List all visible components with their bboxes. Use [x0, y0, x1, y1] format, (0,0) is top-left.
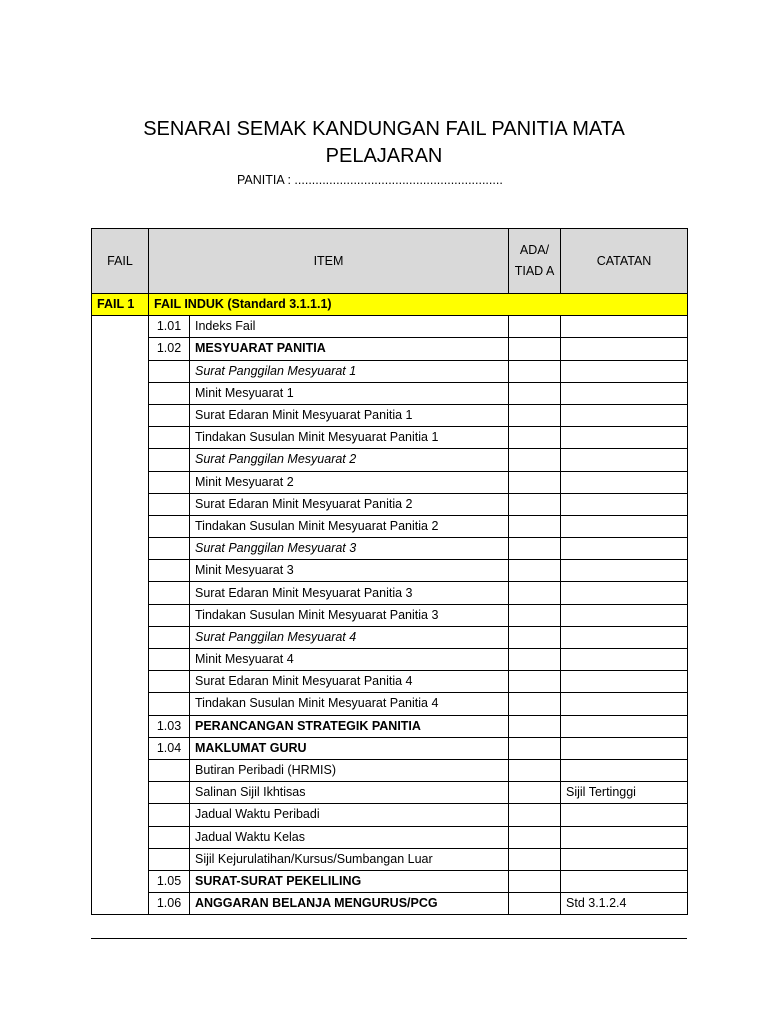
document-title: [0, 116, 768, 170]
table-row: [92, 449, 688, 471]
item-text: Tindakan Susulan Minit Mesyuarat Panitia 3: [190, 604, 509, 626]
item-text: MESYUARAT PANITIA: [190, 338, 509, 360]
item-text: Surat Panggilan Mesyuarat 2: [190, 449, 509, 471]
item-text: Surat Panggilan Mesyuarat 3: [190, 538, 509, 560]
item-text: ANGGARAN BELANJA MENGURUS/PCG: [190, 893, 509, 915]
item-number: [149, 759, 190, 781]
ada-tiada-cell[interactable]: [509, 626, 561, 648]
catatan-cell: [561, 604, 688, 626]
table-row: [92, 626, 688, 648]
item-number: [149, 826, 190, 848]
ada-tiada-cell[interactable]: [509, 582, 561, 604]
item-number: [149, 671, 190, 693]
catatan-cell: [561, 449, 688, 471]
ada-tiada-cell[interactable]: [509, 759, 561, 781]
table-header-row: [92, 229, 688, 294]
table-row: [92, 759, 688, 781]
item-text: Minit Mesyuarat 1: [190, 382, 509, 404]
ada-tiada-cell[interactable]: [509, 427, 561, 449]
item-number: [149, 560, 190, 582]
ada-tiada-cell[interactable]: [509, 515, 561, 537]
item-number: [149, 782, 190, 804]
item-number: [149, 626, 190, 648]
table-row: [92, 671, 688, 693]
header-ada-tiada: ADA/ TIAD A: [509, 229, 561, 294]
table-row: [92, 693, 688, 715]
catatan-cell: [561, 538, 688, 560]
catatan-cell: [561, 870, 688, 892]
item-number: [149, 449, 190, 471]
catatan-cell: [561, 693, 688, 715]
item-text: Tindakan Susulan Minit Mesyuarat Panitia 1: [190, 427, 509, 449]
item-number: 1.02: [149, 338, 190, 360]
table-row: [92, 826, 688, 848]
table-row: [92, 316, 688, 338]
catatan-cell: [561, 493, 688, 515]
table-row: [92, 427, 688, 449]
table-row: [92, 538, 688, 560]
table-row: [92, 870, 688, 892]
item-number: 1.01: [149, 316, 190, 338]
table-row: [92, 804, 688, 826]
item-text: Surat Panggilan Mesyuarat 4: [190, 626, 509, 648]
item-text: Jadual Waktu Peribadi: [190, 804, 509, 826]
ada-tiada-cell[interactable]: [509, 649, 561, 671]
ada-tiada-cell[interactable]: [509, 471, 561, 493]
item-text: Butiran Peribadi (HRMIS): [190, 759, 509, 781]
item-number: [149, 538, 190, 560]
item-number: [149, 582, 190, 604]
section-fail-label: FAIL 1: [92, 294, 149, 316]
ada-tiada-cell[interactable]: [509, 493, 561, 515]
ada-tiada-cell[interactable]: [509, 848, 561, 870]
table-row: [92, 715, 688, 737]
ada-tiada-cell[interactable]: [509, 338, 561, 360]
panitia-field: PANITIA : ............................................................: [237, 173, 503, 187]
ada-tiada-cell[interactable]: [509, 715, 561, 737]
section-title: FAIL INDUK (Standard 3.1.1.1): [149, 294, 688, 316]
catatan-cell: [561, 848, 688, 870]
catatan-cell: [561, 737, 688, 759]
item-number: [149, 471, 190, 493]
table-row: [92, 649, 688, 671]
item-text: Indeks Fail: [190, 316, 509, 338]
table-row: [92, 471, 688, 493]
fail-column-cell: [92, 316, 149, 915]
ada-tiada-cell[interactable]: [509, 893, 561, 915]
catatan-cell: [561, 360, 688, 382]
item-number: 1.05: [149, 870, 190, 892]
item-text: Tindakan Susulan Minit Mesyuarat Panitia 2: [190, 515, 509, 537]
ada-tiada-cell[interactable]: [509, 693, 561, 715]
catatan-cell: [561, 515, 688, 537]
header-fail: FAIL: [92, 229, 149, 294]
ada-tiada-cell[interactable]: [509, 804, 561, 826]
table-row: [92, 604, 688, 626]
title-line-2: PELAJARAN: [325, 145, 443, 167]
item-number: [149, 693, 190, 715]
ada-tiada-cell[interactable]: [509, 826, 561, 848]
catatan-cell: [561, 338, 688, 360]
item-number: [149, 493, 190, 515]
ada-tiada-cell[interactable]: [509, 870, 561, 892]
item-text: SURAT-SURAT PEKELILING: [190, 870, 509, 892]
catatan-cell: [561, 626, 688, 648]
item-text: Surat Edaran Minit Mesyuarat Panitia 1: [190, 404, 509, 426]
item-number: [149, 649, 190, 671]
item-text: Surat Edaran Minit Mesyuarat Panitia 4: [190, 671, 509, 693]
section-row: [92, 294, 688, 316]
table-row: [92, 404, 688, 426]
item-text: Surat Panggilan Mesyuarat 1: [190, 360, 509, 382]
ada-tiada-cell[interactable]: [509, 316, 561, 338]
catatan-cell: [561, 382, 688, 404]
table-row: [92, 382, 688, 404]
item-number: [149, 404, 190, 426]
catatan-cell: [561, 804, 688, 826]
ada-tiada-cell[interactable]: [509, 737, 561, 759]
catatan-cell: [561, 671, 688, 693]
catatan-cell: [561, 826, 688, 848]
item-text: PERANCANGAN STRATEGIK PANITIA: [190, 715, 509, 737]
table-row: [92, 338, 688, 360]
catatan-cell: [561, 560, 688, 582]
table-row: [92, 560, 688, 582]
catatan-cell: Std 3.1.2.4: [561, 893, 688, 915]
ada-tiada-cell[interactable]: [509, 404, 561, 426]
item-number: [149, 848, 190, 870]
title-line-1: SENARAI SEMAK KANDUNGAN FAIL PANITIA MATA: [143, 118, 625, 140]
item-text: Salinan Sijil Ikhtisas: [190, 782, 509, 804]
item-text: Surat Edaran Minit Mesyuarat Panitia 3: [190, 582, 509, 604]
item-number: 1.04: [149, 737, 190, 759]
catatan-cell: [561, 715, 688, 737]
ada-tiada-cell[interactable]: [509, 382, 561, 404]
catatan-cell: Sijil Tertinggi: [561, 782, 688, 804]
table-row: [92, 893, 688, 915]
catatan-cell: [561, 404, 688, 426]
item-number: [149, 604, 190, 626]
ada-tiada-cell[interactable]: [509, 782, 561, 804]
table-row: [92, 737, 688, 759]
ada-tiada-cell[interactable]: [509, 671, 561, 693]
ada-tiada-cell[interactable]: [509, 538, 561, 560]
item-text: Sijil Kejurulatihan/Kursus/Sumbangan Luar: [190, 848, 509, 870]
ada-tiada-cell[interactable]: [509, 560, 561, 582]
table-row: [92, 782, 688, 804]
checklist-table: [91, 228, 688, 915]
item-text: Minit Mesyuarat 2: [190, 471, 509, 493]
item-text: Minit Mesyuarat 3: [190, 560, 509, 582]
item-text: Surat Edaran Minit Mesyuarat Panitia 2: [190, 493, 509, 515]
item-number: [149, 360, 190, 382]
item-number: [149, 804, 190, 826]
item-number: [149, 427, 190, 449]
item-text: MAKLUMAT GURU: [190, 737, 509, 759]
table-row: [92, 360, 688, 382]
catatan-cell: [561, 582, 688, 604]
item-text: Tindakan Susulan Minit Mesyuarat Panitia 4: [190, 693, 509, 715]
item-number: 1.06: [149, 893, 190, 915]
item-number: [149, 515, 190, 537]
catatan-cell: [561, 759, 688, 781]
ada-tiada-cell[interactable]: [509, 449, 561, 471]
table-row: [92, 848, 688, 870]
ada-tiada-cell[interactable]: [509, 604, 561, 626]
catatan-cell: [561, 427, 688, 449]
table-row: [92, 582, 688, 604]
ada-tiada-cell[interactable]: [509, 360, 561, 382]
catatan-cell: [561, 471, 688, 493]
header-item: ITEM: [149, 229, 509, 294]
table-row: [92, 493, 688, 515]
catatan-cell: [561, 316, 688, 338]
table-row: [92, 515, 688, 537]
catatan-cell: [561, 649, 688, 671]
item-text: Minit Mesyuarat 4: [190, 649, 509, 671]
item-number: [149, 382, 190, 404]
item-text: Jadual Waktu Kelas: [190, 826, 509, 848]
footer-rule: [91, 938, 687, 939]
header-catatan: CATATAN: [561, 229, 688, 294]
item-number: 1.03: [149, 715, 190, 737]
